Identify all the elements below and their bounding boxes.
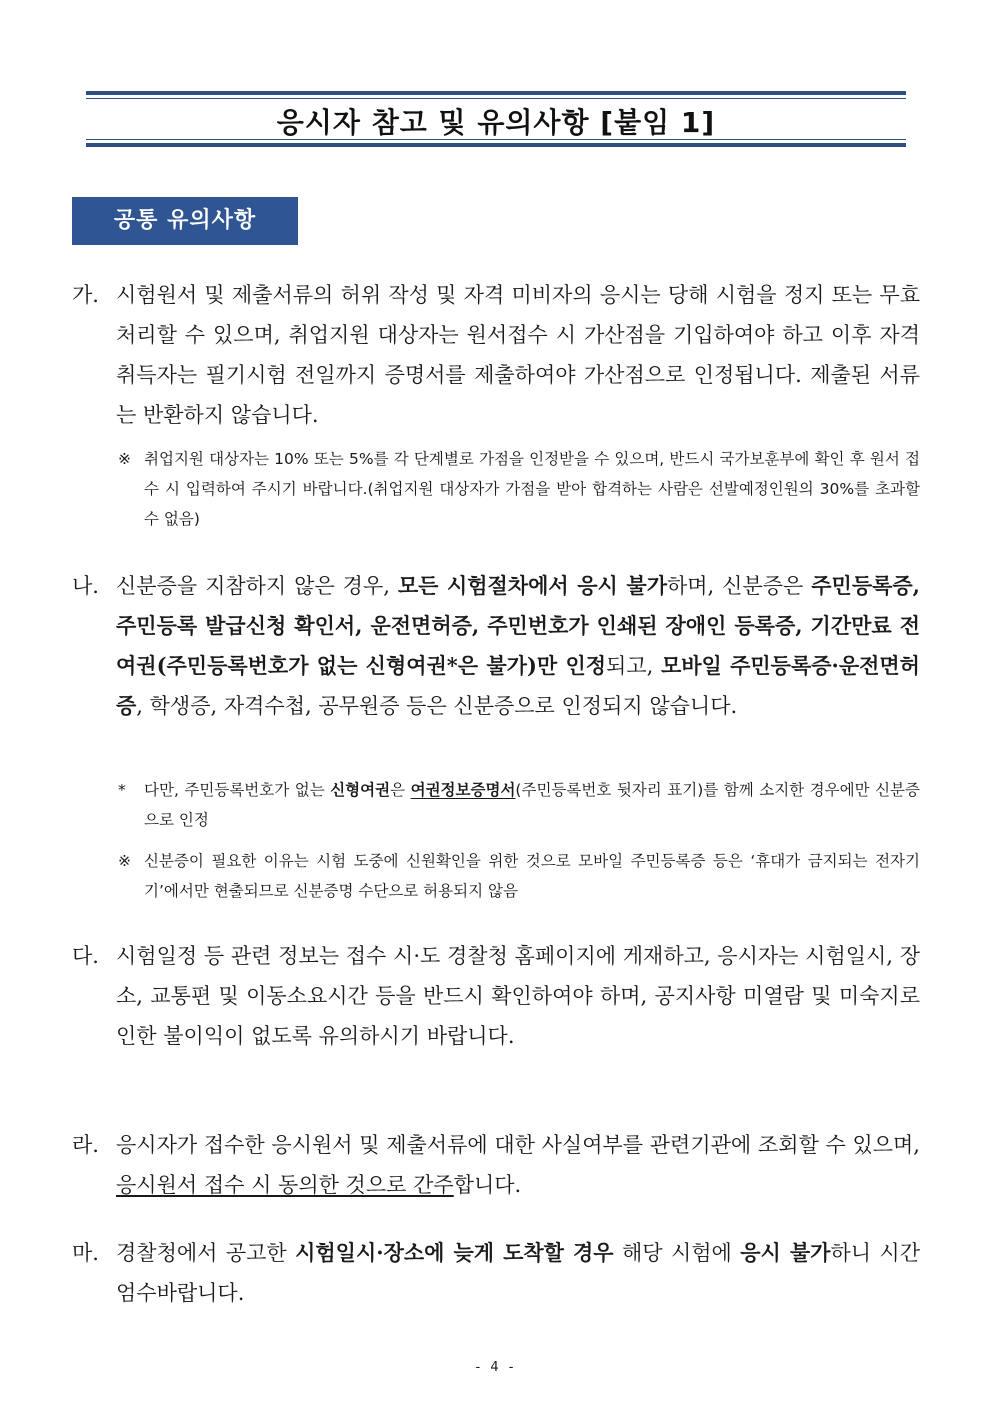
title-box — [86, 91, 906, 147]
text-run: 해당 시험에 — [613, 1241, 741, 1265]
page-title: 응시자 참고 및 유의사항 [붙임 1] — [276, 106, 716, 139]
item-marker: 마. — [72, 1241, 99, 1265]
text-run: , 학생증, 자격수첩, 공무원증 등은 신분증으로 인정되지 않습니다. — [136, 694, 738, 718]
notice-item-ra — [72, 1125, 920, 1205]
text-run: 되고, — [606, 654, 661, 678]
item-text — [72, 566, 920, 726]
notice-item-na — [72, 566, 920, 726]
text-run: 은 — [390, 781, 411, 799]
note-marker: ※ — [118, 852, 131, 870]
text-run: (주민등록번호 뒷자리 표기)를 함께 소지한 경우에만 신분증으로 인정 — [144, 781, 920, 829]
item-text — [72, 1233, 920, 1313]
underlined-run: 여권정보증명서 — [410, 781, 516, 799]
bold-run: 응시 불가 — [740, 1240, 831, 1265]
text-run: 하며, 신분증은 — [666, 574, 812, 598]
note-marker: ※ — [118, 450, 131, 468]
notice-item-ga — [72, 275, 920, 435]
note-na-2 — [118, 846, 920, 906]
text-run: 합니다. — [453, 1173, 522, 1197]
bold-run: 신형여권 — [330, 781, 391, 799]
bold-run: 모바일 주민등록증·운전면허증 — [116, 653, 920, 718]
section-heading: 공통 유의사항 — [72, 197, 298, 245]
item-marker: 다. — [72, 944, 99, 968]
bold-run: 주민등록증, 주민등록 발급신청 확인서, 운전면허증, 주민번호가 인쇄된 장애인 등록증, 기간만료 전 여권(주민등록번호가 없는 신형여권*은 불가)만 인정 — [116, 573, 920, 678]
text-run: 응시자가 접수한 응시원서 및 제출서류에 대한 사실여부를 관련기관에 조회할 수 있으며, — [116, 1133, 920, 1157]
note-text: 신분증이 필요한 이유는 시험 도중에 신원확인을 위한 것으로 모바일 주민등록증 등은 ‘휴대가 금지되는 전자기기’에서만 현출되므로 신분증명 수단으로 허용되지 않음 — [144, 852, 920, 900]
text-run: 경찰청에서 공고한 — [116, 1241, 296, 1265]
notice-item-ma — [72, 1233, 920, 1313]
note-text: 취업지원 대상자는 10% 또는 5%를 각 단계별로 가점을 인정받을 수 있으며, 반드시 국가보훈부에 확인 후 원서 접수 시 입력하여 주시기 바랍니다.(취업지원 대상자가 가점을 받아 합격하는 사람은 선발예정인원의 30%를 초과할 수 없음) — [144, 450, 920, 528]
text-run: 하니 시간 엄수바랍니다. — [116, 1241, 920, 1305]
text-run: 다만, 주민등록번호가 없는 — [144, 781, 331, 799]
note-na-1 — [118, 775, 920, 835]
item-text: 시험일정 등 관련 정보는 접수 시·도 경찰청 홈페이지에 게재하고, 응시자는 시험일시, 장소, 교통편 및 이동소요시간 등을 반드시 확인하여야 하며, 공지사항 미열람 및 미숙지로 인한 불이익이 없도록 유의하시기 바랍니다. — [116, 944, 920, 1048]
notice-item-da — [72, 936, 920, 1056]
text-run: 신분증을 지참하지 않은 경우, — [116, 574, 398, 598]
item-text: 시험원서 및 제출서류의 허위 작성 및 자격 미비자의 응시는 당해 시험을 정지 또는 무효 처리할 수 있으며, 취업지원 대상자는 원서접수 시 가산점을 기입하여야 하고 이후 자격 취득자는 필기시험 전일까지 증명서를 제출하여야 가산점으로 인정됩니다. 제출된 서류는 반환하지 않습니다. — [116, 283, 920, 427]
underlined-run: 응시원서 접수 시 동의한 것으로 간주 — [116, 1173, 454, 1197]
note-marker: * — [118, 781, 126, 799]
item-marker: 라. — [72, 1133, 99, 1157]
note-text — [118, 775, 920, 835]
item-text — [72, 1125, 920, 1205]
bold-run: 시험일시·장소에 늦게 도착할 경우 — [295, 1240, 614, 1265]
bold-run: 모든 시험절차에서 응시 불가 — [397, 573, 667, 598]
item-marker: 나. — [72, 574, 99, 598]
page-number: - 4 - — [475, 1360, 517, 1375]
note-ga — [118, 444, 920, 534]
item-marker: 가. — [72, 283, 99, 307]
